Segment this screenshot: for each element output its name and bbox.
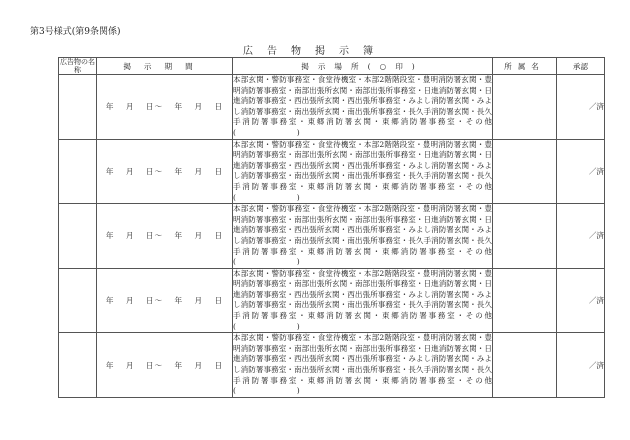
period-year-end: 年 [174, 166, 184, 176]
col-header-approval: 承認 [557, 58, 605, 75]
period-day-end: 日 [214, 360, 224, 370]
department-cell[interactable] [493, 204, 557, 269]
period-month-start: 月 [125, 360, 135, 370]
department-cell[interactable] [493, 333, 557, 398]
period-year-start: 年 [105, 102, 115, 112]
period-year-end: 年 [174, 102, 184, 112]
table-row [59, 268, 605, 333]
col-header-name: 広告物の名称 [60, 58, 95, 74]
approval-cell[interactable]: ／済 [557, 75, 605, 140]
period-day-end: 日 [214, 166, 224, 176]
form-number: 第3号様式(第9条関係) [30, 27, 121, 37]
department-cell[interactable] [493, 139, 557, 204]
period-year-start: 年 [105, 166, 115, 176]
header-row [59, 58, 605, 75]
ledger-table [58, 57, 605, 398]
approval-cell[interactable]: ／済 [557, 333, 605, 398]
table-row [59, 204, 605, 269]
approval-cell[interactable]: ／済 [557, 204, 605, 269]
period-day-end: 日 [214, 295, 224, 305]
location-cell[interactable]: 本部玄関・警防事務室・食堂待機室・本部2階階段室・豊明消防署玄関・豊明消防署事務室・南部出張所玄関・南部出張所事務室・日進消防署玄関・日進消防署事務室・西出張所玄関・西出張所事務室・みよし消防署玄関・みよし消防署事務室・南出張所玄関・南出張所事務室・長久手消防署玄関・長久手消防署事務室・東郷消防署玄関・東郷消防署事務室・その他( ) [233, 333, 493, 398]
period-cell[interactable] [97, 333, 233, 398]
period-cell[interactable] [97, 204, 233, 269]
period-month-start: 月 [125, 166, 135, 176]
period-month-start: 月 [125, 102, 135, 112]
period-day-start: 日〜 [145, 166, 164, 176]
location-cell[interactable]: 本部玄関・警防事務室・食堂待機室・本部2階階段室・豊明消防署玄関・豊明消防署事務室・南部出張所玄関・南部出張所事務室・日進消防署玄関・日進消防署事務室・西出張所玄関・西出張所事務室・みよし消防署玄関・みよし消防署事務室・南出張所玄関・南出張所事務室・長久手消防署玄関・長久手消防署事務室・東郷消防署玄関・東郷消防署事務室・その他( ) [233, 204, 493, 269]
period-year-end: 年 [174, 360, 184, 370]
location-cell[interactable]: 本部玄関・警防事務室・食堂待機室・本部2階階段室・豊明消防署玄関・豊明消防署事務室・南部出張所玄関・南部出張所事務室・日進消防署玄関・日進消防署事務室・西出張所玄関・西出張所事務室・みよし消防署玄関・みよし消防署事務室・南出張所玄関・南出張所事務室・長久手消防署玄関・長久手消防署事務室・東郷消防署玄関・東郷消防署事務室・その他( ) [233, 139, 493, 204]
name-cell[interactable] [59, 75, 97, 140]
period-year-end: 年 [174, 231, 184, 241]
col-header-period: 掲示期間 [97, 58, 233, 75]
department-cell[interactable] [493, 268, 557, 333]
period-month-end: 月 [194, 360, 204, 370]
period-cell[interactable] [97, 268, 233, 333]
department-cell[interactable] [493, 75, 557, 140]
col-header-location: 掲示場所(○印) [233, 58, 493, 75]
period-month-end: 月 [194, 166, 204, 176]
period-day-start: 日〜 [145, 231, 164, 241]
period-year-start: 年 [105, 360, 115, 370]
period-cell[interactable] [97, 139, 233, 204]
name-cell[interactable] [59, 333, 97, 398]
name-cell[interactable] [59, 268, 97, 333]
period-day-start: 日〜 [145, 295, 164, 305]
period-year-start: 年 [105, 231, 115, 241]
period-day-start: 日〜 [145, 102, 164, 112]
name-cell[interactable] [59, 204, 97, 269]
period-day-start: 日〜 [145, 360, 164, 370]
document-title: 広告物掲示簿 [243, 46, 387, 57]
period-year-start: 年 [105, 295, 115, 305]
location-cell[interactable]: 本部玄関・警防事務室・食堂待機室・本部2階階段室・豊明消防署玄関・豊明消防署事務室・南部出張所玄関・南部出張所事務室・日進消防署玄関・日進消防署事務室・西出張所玄関・西出張所事務室・みよし消防署玄関・みよし消防署事務室・南出張所玄関・南出張所事務室・長久手消防署玄関・長久手消防署事務室・東郷消防署玄関・東郷消防署事務室・その他( ) [233, 268, 493, 333]
location-cell[interactable]: 本部玄関・警防事務室・食堂待機室・本部2階階段室・豊明消防署玄関・豊明消防署事務室・南部出張所玄関・南部出張所事務室・日進消防署玄関・日進消防署事務室・西出張所玄関・西出張所事務室・みよし消防署玄関・みよし消防署事務室・南出張所玄関・南出張所事務室・長久手消防署玄関・長久手消防署事務室・東郷消防署玄関・東郷消防署事務室・その他( ) [233, 75, 493, 140]
period-month-end: 月 [194, 295, 204, 305]
approval-cell[interactable]: ／済 [557, 268, 605, 333]
table-row [59, 333, 605, 398]
period-month-end: 月 [194, 231, 204, 241]
table-row [59, 139, 605, 204]
table-row [59, 75, 605, 140]
period-year-end: 年 [174, 295, 184, 305]
name-cell[interactable] [59, 139, 97, 204]
period-month-start: 月 [125, 295, 135, 305]
period-day-end: 日 [214, 102, 224, 112]
approval-cell[interactable]: ／済 [557, 139, 605, 204]
col-header-department: 所属名 [493, 58, 557, 75]
period-month-end: 月 [194, 102, 204, 112]
period-cell[interactable] [97, 75, 233, 140]
period-month-start: 月 [125, 231, 135, 241]
period-day-end: 日 [214, 231, 224, 241]
